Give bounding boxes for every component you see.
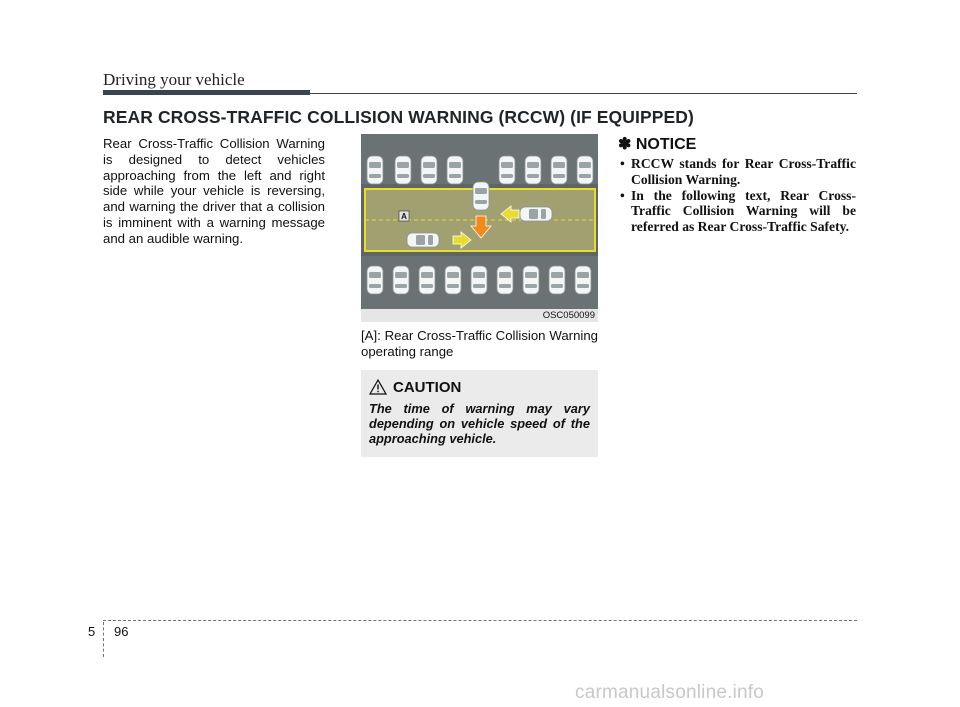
caution-text: The time of warning may vary depending on vehicle speed of the approaching vehicle. <box>369 401 590 446</box>
notice-list <box>618 156 856 235</box>
site-watermark: carmanualsonline.info <box>575 682 765 703</box>
caution-title: CAUTION <box>393 379 462 396</box>
footer-vertical-rule <box>103 622 104 657</box>
notice-item: • RCCW stands for Rear Cross-Traffic Collision Warning. <box>620 156 856 187</box>
zone-marker-label: A <box>401 212 407 221</box>
intro-paragraph: Rear Cross-Traffic Collision Warning is designed to detect vehicles approaching from the left and right side while your vehicle is reversing, and warning the driver that a collision is imminent with a warning message and an audible warning. <box>103 136 325 246</box>
warning-triangle-icon <box>369 379 387 395</box>
approaching-vehicle-right <box>520 207 552 221</box>
rccw-illustration <box>361 134 598 322</box>
host-vehicle <box>473 182 489 210</box>
running-head: Driving your vehicle <box>103 70 245 89</box>
notice-title: ✽ NOTICE <box>618 136 697 153</box>
figure-code: OSC050099 <box>361 309 598 322</box>
header-rule-thick <box>103 90 310 95</box>
footer-rule <box>103 620 857 621</box>
page-number: 96 <box>114 624 129 639</box>
section-title: REAR CROSS-TRAFFIC COLLISION WARNING (RCCW) (IF EQUIPPED) <box>103 107 694 127</box>
chapter-number: 5 <box>88 624 96 639</box>
header-rule-thin <box>310 93 857 94</box>
approaching-vehicle-left <box>407 233 439 247</box>
parked-cars-bottom-row <box>367 266 591 294</box>
notice-item: • In the following text, Rear Cross-Traffic Collision Warning will be referred as Rear Cross-Traffic Safety. <box>620 187 856 235</box>
figure-caption: [A]: Rear Cross-Traffic Collision Warning operating range <box>361 328 598 359</box>
